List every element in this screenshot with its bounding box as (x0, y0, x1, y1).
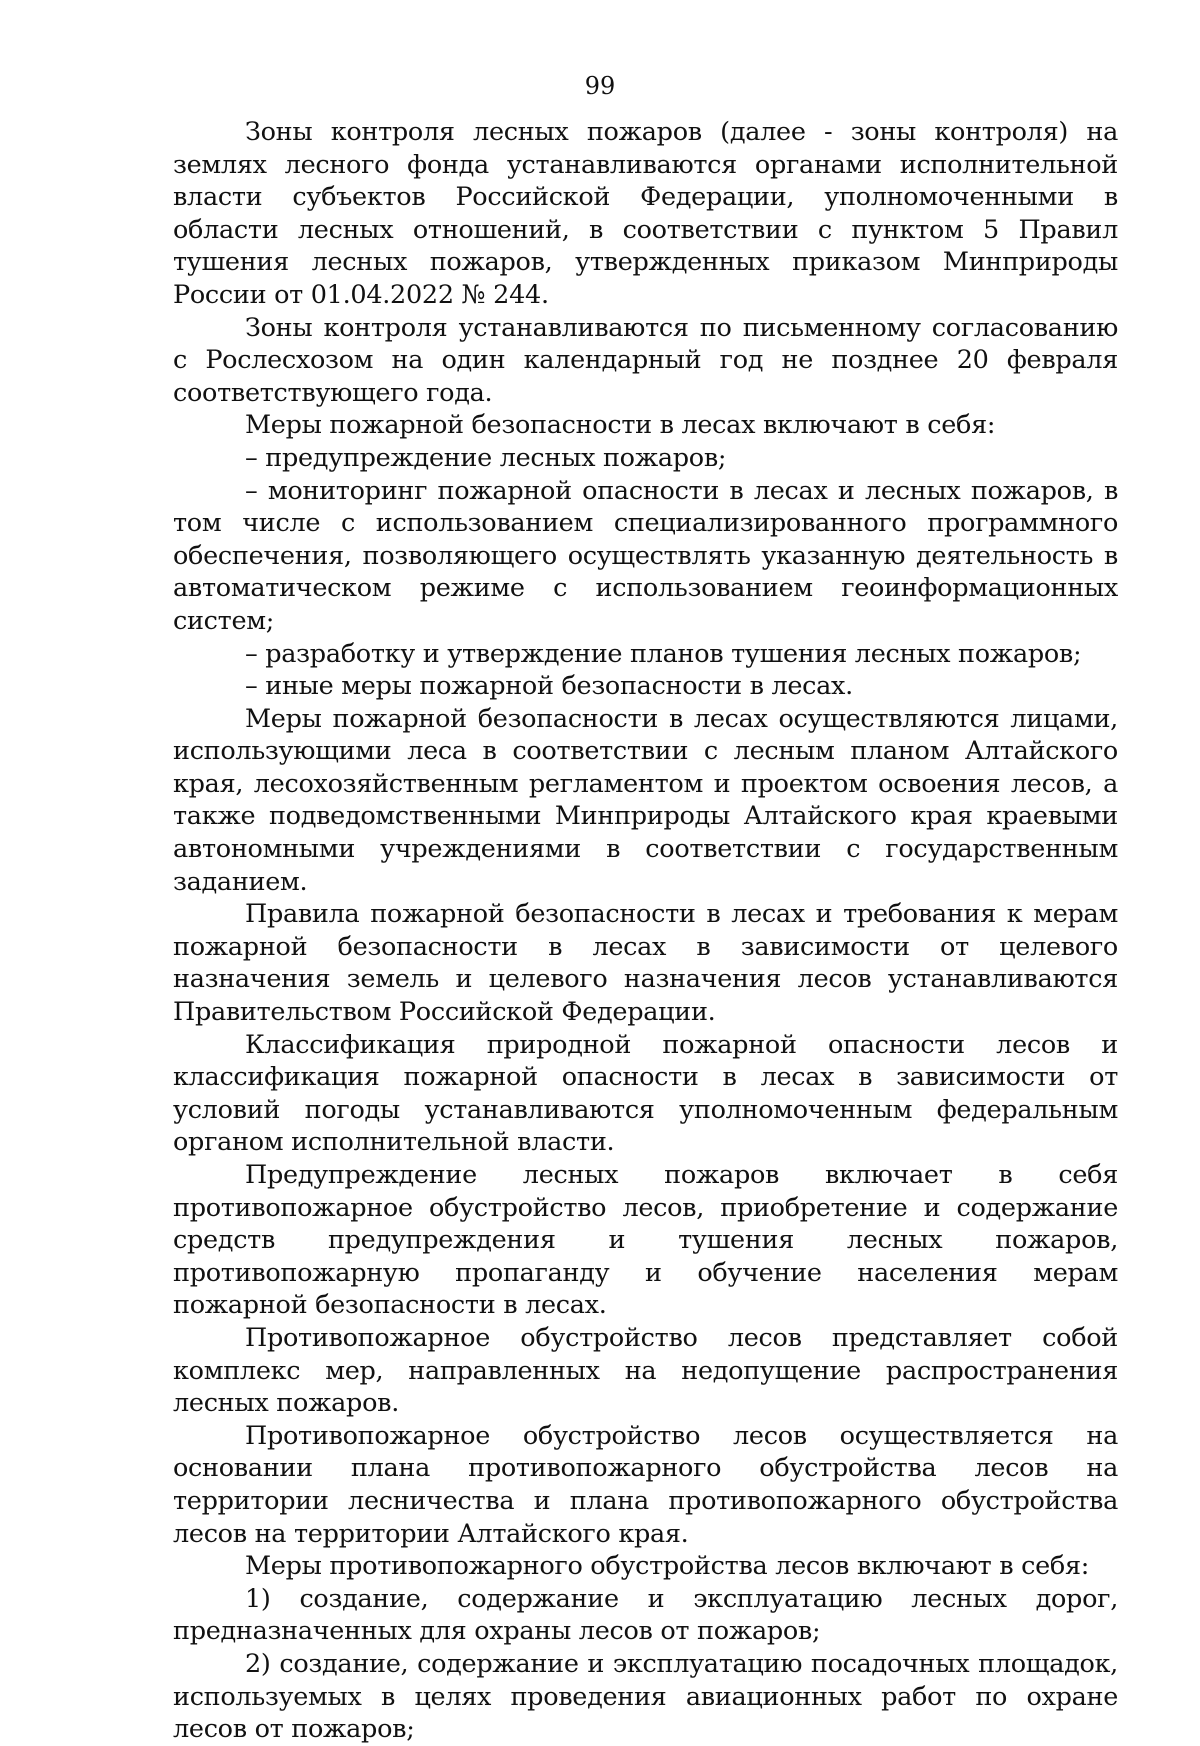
list-item-extinguishing-plans: – разработку и утверждение планов тушения лесных пожаров; (245, 638, 1082, 669)
paragraph-control-zones-agreement: Зоны контроля устанавливаются по письменному согласованию с Рослесхозом на один календарный год не позднее 20 февраля соответствующего года. (173, 312, 1118, 408)
numbered-item-landing-sites: 2) создание, содержание и эксплуатацию посадочных площадок, используемых в целях проведения авиационных работ по охране лесов от пожаров; (173, 1648, 1118, 1745)
paragraph-fire-safety-measures-intro: Меры пожарной безопасности в лесах включают в себя: (245, 410, 996, 441)
paragraph-fire-arrangement-basis: Противопожарное обустройство лесов осуществляется на основании плана противопожарного обустройства лесов на территории лесничества и плана противопожарного обустройства лесов на территории Алтайского края. (173, 1420, 1118, 1549)
document-body (173, 116, 1118, 1746)
list-item-fire-prevention: – предупреждение лесных пожаров; (245, 442, 727, 473)
paragraph-fire-arrangement-definition: Противопожарное обустройство лесов представляет собой комплекс мер, направленных на недопущение распространения лесных пожаров. (173, 1322, 1118, 1419)
list-item-other-measures: – иные меры пожарной безопасности в лесах. (245, 671, 853, 702)
paragraph-fire-control-zones: Зоны контроля лесных пожаров (далее - зоны контроля) на землях лесного фонда устанавливаются органами исполнительной власти субъектов Российской Федерации, уполномоченными в области лесных отношений, в соответствии с пунктом 5 Правил тушения лесных пожаров, утвержденных приказом Минприроды России от 01.04.2022 № 244. (173, 117, 1118, 310)
paragraph-measures-performers: Меры пожарной безопасности в лесах осуществляются лицами, использующими леса в соответствии с лесным планом Алтайского края, лесохозяйственным регламентом и проектом освоения лесов, а также подведомственными Минприроды Алтайского края краевыми автономными учреждениями в соответствии с государственным заданием. (173, 703, 1118, 897)
paragraph-fire-arrangement-measures-intro: Меры противопожарного обустройства лесов включают в себя: (245, 1551, 1090, 1582)
paragraph-fire-prevention-scope: Предупреждение лесных пожаров включает в себя противопожарное обустройство лесов, приобретение и содержание средств предупреждения и тушения лесных пожаров, противопожарную пропаганду и обучение населения мерам пожарной безопасности в лесах. (173, 1160, 1118, 1321)
paragraph-fire-safety-rules: Правила пожарной безопасности в лесах и требования к мерам пожарной безопасности в лесах в зависимости от целевого назначения земель и целевого назначения лесов устанавливаются Правительством Российской Федерации. (173, 899, 1118, 1028)
paragraph-hazard-classification: Классификация природной пожарной опасности лесов и классификация пожарной опасности в лесах в зависимости от условий погоды устанавливаются уполномоченным федеральным органом исполнительной власти. (173, 1029, 1118, 1158)
numbered-item-forest-roads: 1) создание, содержание и эксплуатацию лесных дорог, предназначенных для охраны лесов от пожаров; (173, 1583, 1118, 1647)
page-number: 99 (584, 72, 616, 100)
list-item-fire-monitoring: – мониторинг пожарной опасности в лесах и лесных пожаров, в том числе с использованием специализированного программного обеспечения, позволяющего осуществлять указанную деятельность в автоматическом режиме с использованием геоинформационных систем; (173, 475, 1118, 636)
